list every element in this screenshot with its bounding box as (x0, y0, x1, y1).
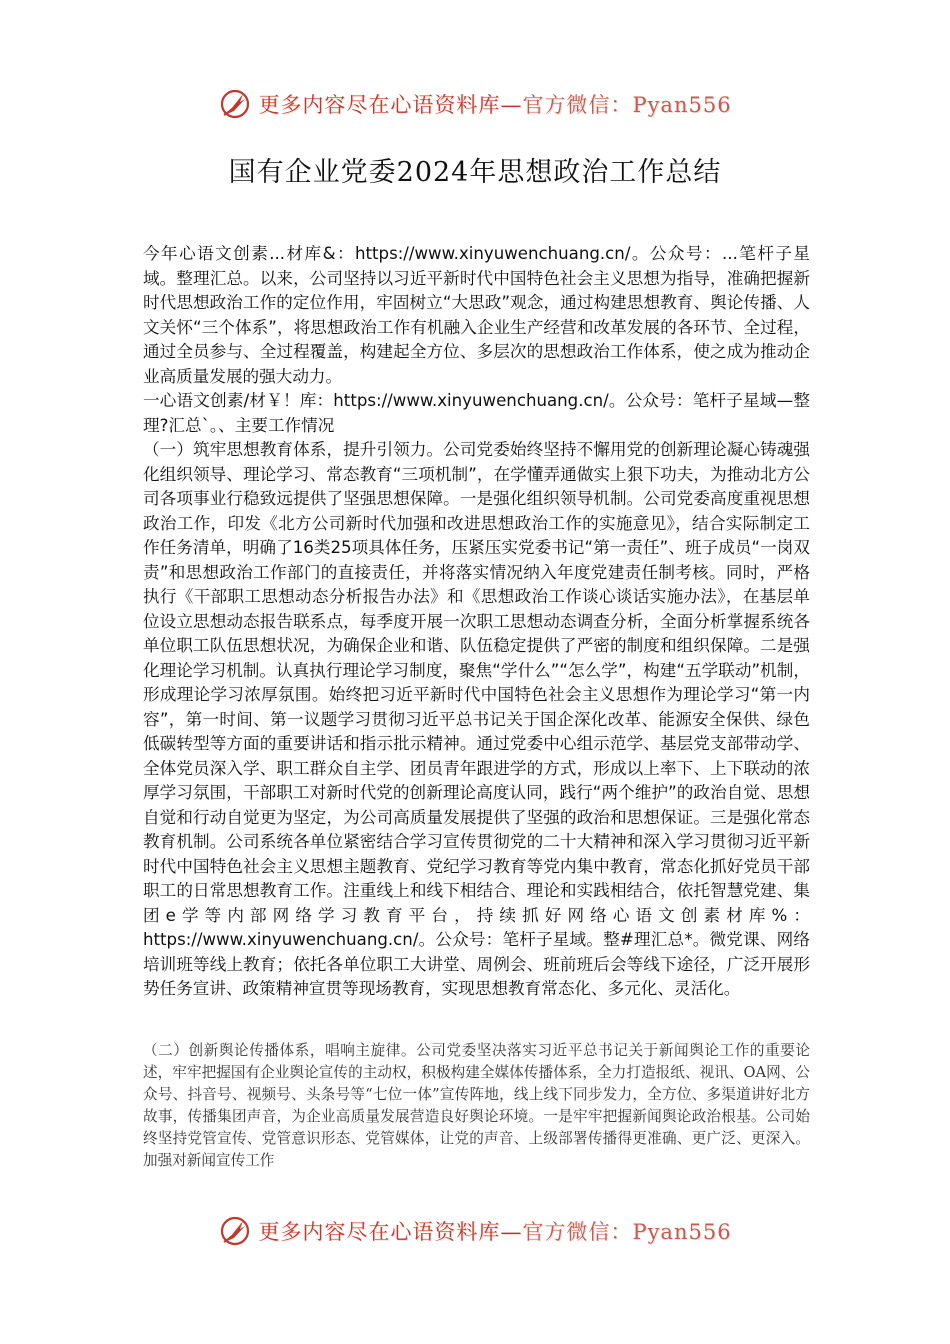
paragraph-heading-main-work: 一心语文创素/材￥！库：https://www.xinyuwenchuang.cn/。公众号：笔杆子星域—整理?汇总`。、主要工作情况 (143, 391, 810, 435)
document-body-continued (143, 1040, 810, 1172)
paragraph-section-1: （一）筑牢思想教育体系，提升引领力。公司党委始终坚持不懈用党的创新理论凝心铸魂强化组织领导、理论学习、常态教育“三项机制”，在学懂弄通做实上狠下功夫，为推动北方公司各项事业行稳致远提供了坚强思想保障。一是强化组织领导机制。公司党委高度重视思想政治工作，印发《北方公司新时代加强和改进思想政治工作的实施意见》，结合实际制定工作任务清单，明确了16类25项具体任务，压紧压实党委书记“第一责任”、班子成员“一岗双责”和思想政治工作部门的直接责任，并将落实情况纳入年度党建责任制考核。同时，严格执行《干部职工思想动态分析报告办法》和《思想政治工作谈心谈话实施办法》，在基层单位设立思想动态报告联系点，每季度开展一次职工思想动态调查分析，全面分析掌握系统各单位职工队伍思想状况，为确保企业和谐、队伍稳定提供了严密的制度和组织保障。二是强化理论学习机制。认真执行理论学习制度，聚焦“学什么”“怎么学”，构建“五学联动”机制，形成理论学习浓厚氛围。始终把习近平新时代中国特色社会主义思想作为理论学习“第一内容”，第一时间、第一议题学习贯彻习近平总书记关于国企深化改革、能源安全保供、绿色低碳转型等方面的重要讲话和指示批示精神。通过党委中心组示范学、基层党支部带动学、全体党员深入学、职工群众自主学、团员青年跟进学的方式，形成以上率下、上下联动的浓厚学习氛围，干部职工对新时代党的创新理论高度认同，践行“两个维护”的政治自觉、思想自觉和行动自觉更为坚定，为公司高质量发展提供了坚强的政治和思想保证。三是强化常态教育机制。公司系统各单位紧密结合学习宣传贯彻党的二十大精神和深入学习贯彻习近平新时代中国特色社会主义思想主题教育、党纪学习教育等党内集中教育，常态化抓好党员干部职工的日常思想教育工作。注重线上和线下相结合、理论和实践相结合，依托智慧党建、集团e学等内部网络学习教育平台，持续抓好网络心语文创素材库%：https://www.xinyuwenchuang.cn/。公众号：笔杆子星域。整#理汇总*。微党课、网络培训班等线上教育；依托各单位职工大讲堂、周例会、班前班后会等线下途径，广泛开展形势任务宣讲、政策精神宣贯等现场教育，实现思想教育常态化、多元化、灵活化。 (143, 440, 810, 998)
feather-pen-logo-icon (218, 87, 252, 121)
watermark-text: 更多内容尽在心语资料库—官方微信：Pyan556 (258, 93, 732, 117)
document-body (143, 242, 810, 1002)
paragraph-section-2: （二）创新舆论传播体系，唱响主旋律。公司党委坚决落实习近平总书记关于新闻舆论工作的重要论述，牢牢把握国有企业舆论宣传的主动权，积极构建全媒体传播体系，全力打造报纸、视讯、OA网、公众号、抖音号、视频号、头条号等“七位一体”宣传阵地，线上线下同步发力，全方位、多渠道讲好北方故事，传播集团声音，为企业高质量发展营造良好舆论环境。一是牢牢把握新闻舆论政治根基。公司始终坚持党管宣传、党管意识形态、党管媒体，让党的声音、上级部署传播得更准确、更广泛、更深入。加强对新闻宣传工作 (143, 1042, 810, 1169)
watermark-text: 更多内容尽在心语资料库—官方微信：Pyan556 (258, 1220, 732, 1244)
paragraph-intro: 今年心语文创素...材库&：https://www.xinyuwenchuang.cn/。公众号：...笔杆子星域。整理汇总。以来，公司坚持以习近平新时代中国特色社会主义思想为指导，准确把握新时代思想政治工作的定位作用，牢固树立“大思政”观念，通过构建思想教育、舆论传播、人文关怀“三个体系”，将思想政治工作有机融入企业生产经营和改革发展的各环节、全过程，通过全员参与、全过程覆盖，构建起全方位、多层次的思想政治工作体系，使之成为推动企业高质量发展的强大动力。 (143, 244, 810, 386)
header-watermark-banner (0, 84, 950, 124)
feather-pen-logo-icon (218, 1214, 252, 1248)
document-title: 国有企业党委2024年思想政治工作总结 (228, 157, 722, 188)
footer-watermark-banner (0, 1211, 950, 1251)
